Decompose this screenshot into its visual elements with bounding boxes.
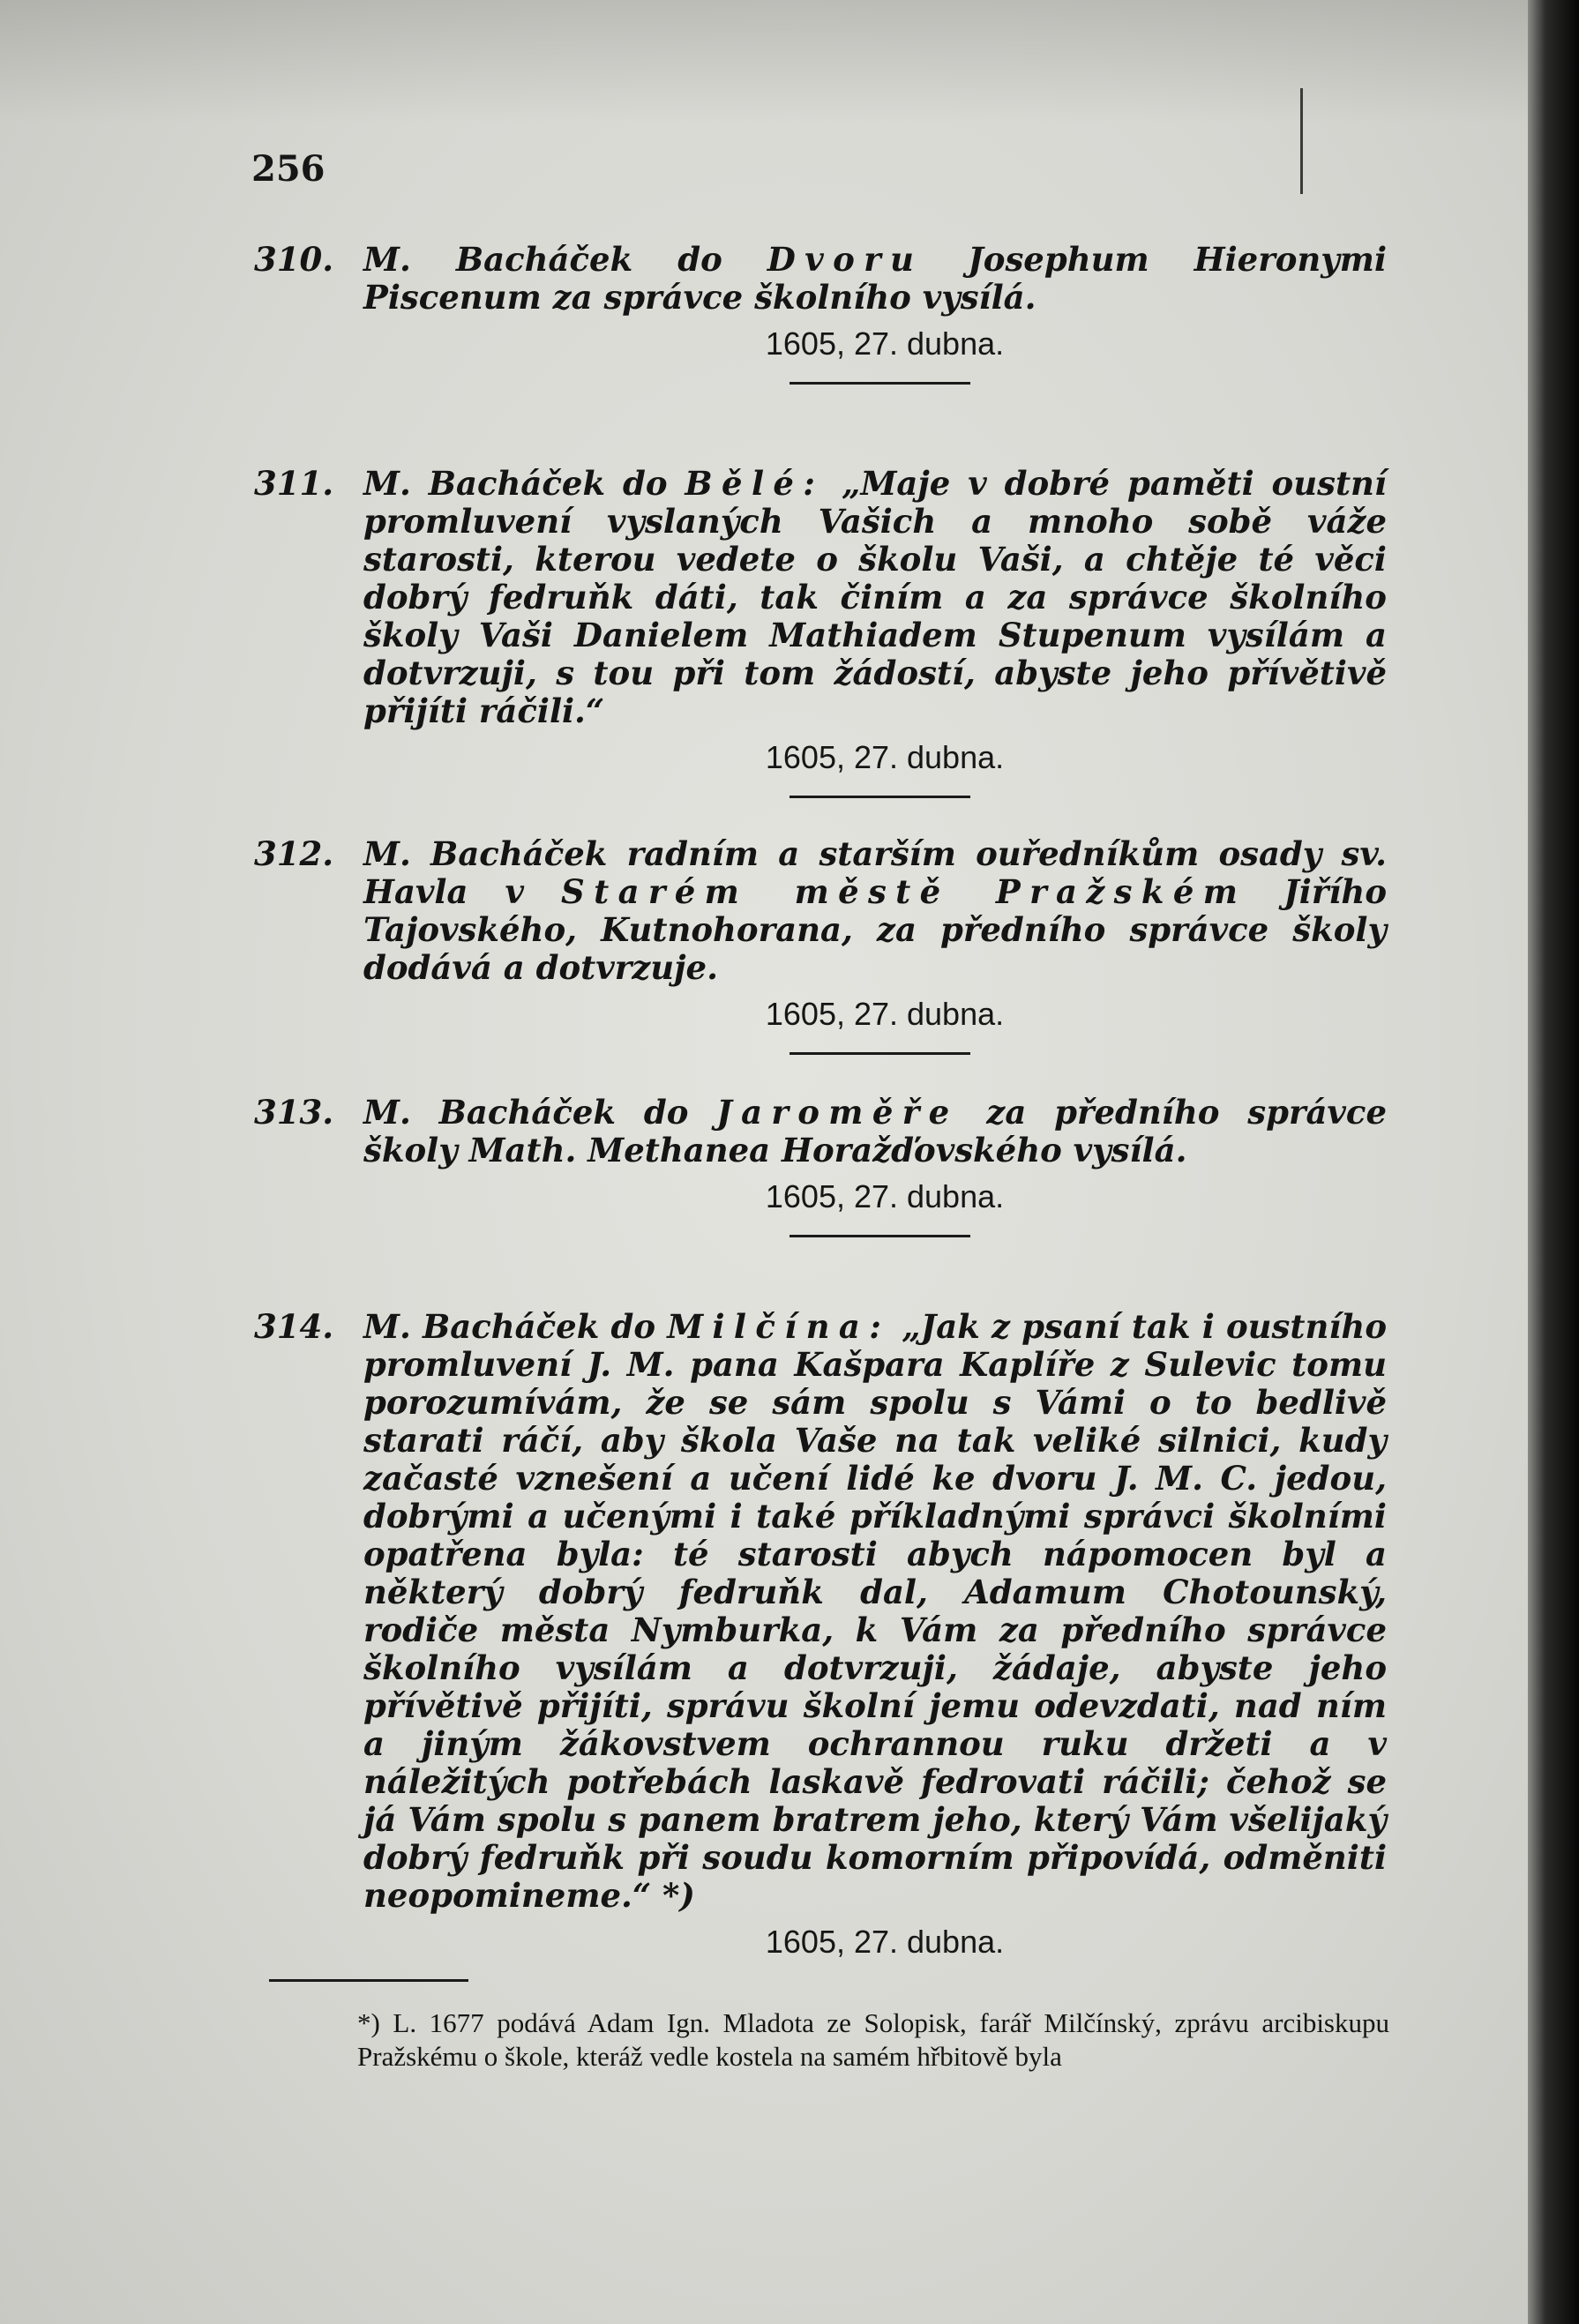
entry-date: 1605, 27. dubna. — [765, 996, 1005, 1032]
footnote — [269, 2006, 1389, 2074]
footnote-text: *) L. 1677 podává Adam Ign. Mladota ze Solopisk, farář Milčínský, zprávu arcibiskupu Pražskému o škole, kteráž vedle kostela na samém hřbitově byla — [357, 2007, 1389, 2072]
entry-text: 310. M. Bacháček do Dvoru Josephum Hieronymi Piscenum za správce školního vysílá. — [254, 240, 1388, 317]
entry-number: 313. — [254, 1093, 334, 1132]
entry-text: 311. M. Bacháček do Bělé: „Maje v dobré paměti oustní promluvení vyslaných Vašich a mnoho sobě váže starosti, kterou vedete o školu Vaši, a chtěje té věci dobrý fedruňk dáti, tak činím a za správce školního školy Vaši Danielem Mathiadem Stupenum vysílám a dotvrzuji, s tou při tom žádostí, abyste jeho přívětivě přijíti ráčili.“ — [254, 464, 1387, 730]
separator-rule — [790, 1235, 970, 1237]
entry-314 — [254, 1308, 1387, 1961]
footnote-rule — [269, 1979, 468, 1982]
place-name: Milčína: — [667, 1307, 891, 1346]
entry-text: 312. M. Bacháček radním a starším ouředníkům osady sv. Havla v Starém městě Pražském Jiřího Tajovského, Kutnohorana, za předního správce školy dodává a dotvrzuje. — [254, 834, 1387, 987]
scan-edge-shading — [0, 0, 1535, 123]
entry-text: 313. M. Bacháček do Jaroměře za předního správce školy Math. Methanea Horažďovského vysílá. — [254, 1093, 1387, 1169]
separator-rule — [790, 796, 970, 798]
entry-date: 1605, 27. dubna. — [765, 739, 1005, 775]
place-name: Bělé: — [685, 464, 825, 503]
place-name: Jaroměře — [716, 1093, 959, 1132]
entry-date: 1605, 27. dubna. — [765, 325, 1005, 362]
entry-number: 310. — [254, 240, 334, 279]
separator-rule — [790, 382, 970, 385]
entry-310 — [254, 241, 1387, 385]
entry-date: 1605, 27. dubna. — [765, 1924, 1005, 1960]
entry-date: 1605, 27. dubna. — [765, 1178, 1005, 1214]
entry-text: 314. M. Bacháček do Milčína: „Jak z psaní tak i oustního promluvení J. M. pana Kašpara Kaplíře z Sulevic tomu porozumívám, že se sám spolu s Vámi o to bedlivě starati ráčí, aby škola Vaše na tak veliké silnici, kudy začasté vznešení a učení lidé ke dvoru J. M. C. jedou, dobrými a učenými i také příkladnými správci školními opatřena byla: té starosti abych nápomocen byl a některý dobrý fedruňk dal, Adamum Chotounský, rodiče města Nymburka, k Vám za předního správce školního vysílám a dotvrzuji, žádaje, abyste jeho přívětivě přijíti, správu školní jemu odevzdati, nad ním a jiným žákovstvem ochrannou ruku držeti a v náležitých potřebách laskavě fedrovati ráčili; čehož se já Vám spolu s panem bratrem jeho, který Vám všelijaký dobrý fedruňk při soudu komorním připovídá, odměniti neopomineme.“ *) — [254, 1307, 1388, 1915]
entry-number: 314. — [254, 1307, 334, 1346]
entry-number: 312. — [254, 834, 334, 873]
entry-311 — [254, 465, 1387, 798]
place-name: Starém městě Pražském — [561, 872, 1247, 911]
entry-313 — [254, 1094, 1387, 1237]
entry-number: 311. — [254, 464, 334, 503]
entry-312 — [254, 835, 1387, 1055]
place-name: Dvoru — [767, 240, 924, 279]
page-number: 256 — [251, 148, 326, 190]
separator-rule — [790, 1052, 970, 1055]
page-gutter-shadow — [1528, 0, 1579, 2324]
margin-mark — [1300, 88, 1303, 194]
